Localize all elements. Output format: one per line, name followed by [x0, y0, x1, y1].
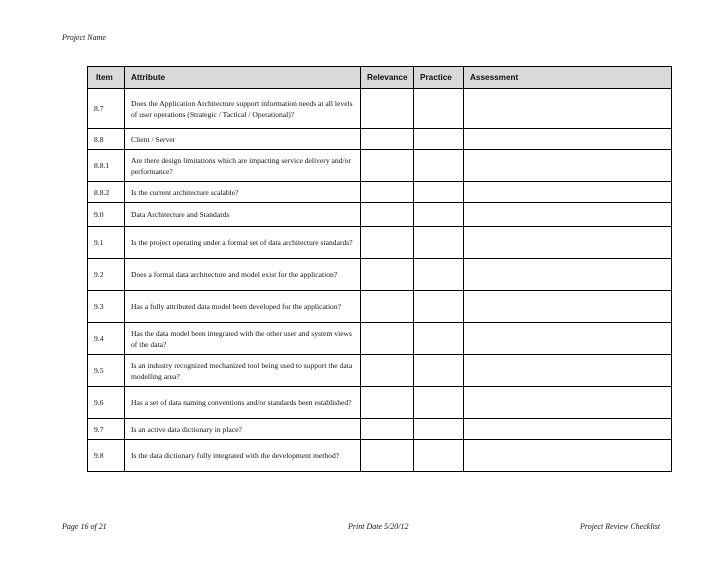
- relevance-cell[interactable]: [361, 355, 414, 387]
- table-row: [88, 355, 672, 387]
- item-number: 9.3: [88, 291, 125, 323]
- relevance-cell[interactable]: [361, 419, 414, 440]
- relevance-cell[interactable]: [361, 182, 414, 203]
- assessment-cell[interactable]: [464, 203, 672, 227]
- item-number: 9.0: [88, 203, 125, 227]
- relevance-cell[interactable]: [361, 129, 414, 150]
- practice-cell[interactable]: [414, 129, 464, 150]
- attribute-text: Is the current architecture scalable?: [125, 182, 361, 203]
- assessment-cell[interactable]: [464, 129, 672, 150]
- review-checklist-table: [87, 66, 672, 472]
- relevance-cell[interactable]: [361, 440, 414, 472]
- assessment-cell[interactable]: [464, 419, 672, 440]
- column-header-item: Item: [88, 67, 125, 89]
- relevance-cell[interactable]: [361, 259, 414, 291]
- practice-cell[interactable]: [414, 259, 464, 291]
- table-row: [88, 291, 672, 323]
- practice-cell[interactable]: [414, 387, 464, 419]
- table-row: [88, 129, 672, 150]
- relevance-cell[interactable]: [361, 323, 414, 355]
- assessment-cell[interactable]: [464, 89, 672, 129]
- section-title: Data Architecture and Standards: [125, 203, 361, 227]
- practice-cell[interactable]: [414, 323, 464, 355]
- assessment-cell[interactable]: [464, 440, 672, 472]
- assessment-cell[interactable]: [464, 323, 672, 355]
- relevance-cell[interactable]: [361, 387, 414, 419]
- assessment-cell[interactable]: [464, 259, 672, 291]
- assessment-cell[interactable]: [464, 182, 672, 203]
- print-date: Print Date 5/20/12: [348, 522, 409, 531]
- item-number: 9.5: [88, 355, 125, 387]
- assessment-cell[interactable]: [464, 355, 672, 387]
- practice-cell[interactable]: [414, 89, 464, 129]
- table-row: [88, 89, 672, 129]
- table-row: [88, 227, 672, 259]
- section-title: Client / Server: [125, 129, 361, 150]
- table-row: [88, 259, 672, 291]
- attribute-text: Has a fully attributed data model been developed for the application?: [125, 291, 361, 323]
- attribute-text: Is an active data dictionary in place?: [125, 419, 361, 440]
- document-title: Project Review Checklist: [580, 522, 661, 531]
- assessment-cell[interactable]: [464, 291, 672, 323]
- table-row: [88, 323, 672, 355]
- item-number: 9.6: [88, 387, 125, 419]
- relevance-cell[interactable]: [361, 203, 414, 227]
- relevance-cell[interactable]: [361, 291, 414, 323]
- table-row: [88, 387, 672, 419]
- attribute-text: Is an industry recognized mechanized tool being used to support the data modelling area?: [125, 355, 361, 387]
- assessment-cell[interactable]: [464, 387, 672, 419]
- item-number: 9.8: [88, 440, 125, 472]
- column-header-assessment: Assessment: [464, 67, 672, 89]
- project-name-header: Project Name: [62, 33, 106, 42]
- table-row: [88, 203, 672, 227]
- table-row: [88, 440, 672, 472]
- attribute-text: Has a set of data naming conventions and/or standards been established?: [125, 387, 361, 419]
- item-number: 9.7: [88, 419, 125, 440]
- practice-cell[interactable]: [414, 355, 464, 387]
- practice-cell[interactable]: [414, 150, 464, 182]
- table-row: [88, 419, 672, 440]
- assessment-cell[interactable]: [464, 227, 672, 259]
- item-number: 8.8.1: [88, 150, 125, 182]
- attribute-text: Does a formal data architecture and model exist for the application?: [125, 259, 361, 291]
- table-row: [88, 182, 672, 203]
- attribute-text: Is the project operating under a formal set of data architecture standards?: [125, 227, 361, 259]
- attribute-text: Are there design limitations which are impacting service delivery and/or performance?: [125, 150, 361, 182]
- page-number: Page 16 of 21: [62, 522, 107, 531]
- attribute-text: Is the data dictionary fully integrated with the development method?: [125, 440, 361, 472]
- practice-cell[interactable]: [414, 291, 464, 323]
- attribute-text: Does the Application Architecture support information needs at all levels of user operations (Strategic / Tactical / Operational)?: [125, 89, 361, 129]
- item-number: 8.7: [88, 89, 125, 129]
- relevance-cell[interactable]: [361, 89, 414, 129]
- attribute-text: Has the data model been integrated with the other user and system views of the data?: [125, 323, 361, 355]
- column-header-attribute: Attribute: [125, 67, 361, 89]
- table-row: [88, 150, 672, 182]
- relevance-cell[interactable]: [361, 150, 414, 182]
- relevance-cell[interactable]: [361, 227, 414, 259]
- practice-cell[interactable]: [414, 440, 464, 472]
- item-number: 8.8.2: [88, 182, 125, 203]
- practice-cell[interactable]: [414, 182, 464, 203]
- column-header-relevance: Relevance: [361, 67, 414, 89]
- assessment-cell[interactable]: [464, 150, 672, 182]
- practice-cell[interactable]: [414, 227, 464, 259]
- item-number: 9.1: [88, 227, 125, 259]
- table-header-row: [88, 67, 672, 89]
- practice-cell[interactable]: [414, 419, 464, 440]
- practice-cell[interactable]: [414, 203, 464, 227]
- item-number: 9.2: [88, 259, 125, 291]
- item-number: 9.4: [88, 323, 125, 355]
- item-number: 8.8: [88, 129, 125, 150]
- column-header-practice: Practice: [414, 67, 464, 89]
